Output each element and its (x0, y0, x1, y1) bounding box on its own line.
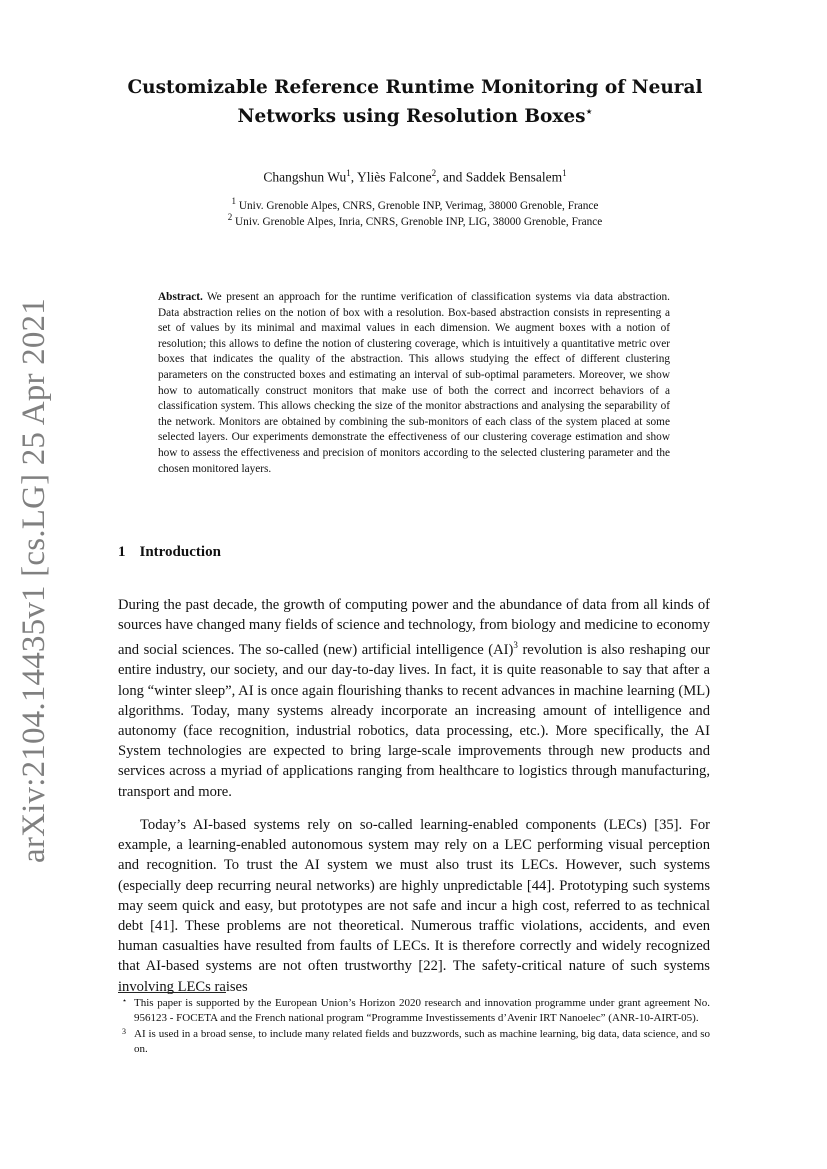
footnote-mark: ⋆ (122, 996, 128, 1005)
arxiv-side-stamp (10, 250, 58, 910)
footnote-text: AI is used in a broad sense, to include many related fields and buzzwords, such as machine learning, big data, data science, and so on. (134, 1028, 710, 1055)
author-list (120, 168, 710, 186)
body-paragraph (118, 815, 710, 997)
paper-title-text: Customizable Reference Runtime Monitoring of Neural Networks using Resolution Boxes (127, 77, 703, 128)
footnote-text: This paper is supported by the European Union’s Horizon 2020 research and innovation programme under grant agreement No. 956123 - FOCETA and the French national program “Programme Investissements d’Avenir IRT Nanoelec” (ANR-10-AIRT-05). (134, 997, 710, 1024)
footnotes (118, 996, 710, 1058)
footnote (118, 1027, 710, 1056)
author-name: Changshun Wu (263, 169, 347, 185)
footnote-rule (118, 992, 226, 993)
paragraph-text: During the past decade, the growth of computing power and the abundance of data from all kinds of sources have changed many fields of science and technology, from biology and medicine to economy and social sciences. The so-called (new) artificial intelligence (AI) (118, 597, 710, 659)
affiliation-text: Univ. Grenoble Alpes, CNRS, Grenoble INP, Verimag, 38000 Grenoble, France (238, 199, 599, 212)
title-footnote-mark: ⋆ (585, 105, 593, 118)
affiliation-mark: 1 (231, 196, 237, 206)
author-name: Yliès Falcone (357, 169, 432, 185)
abstract-text: We present an approach for the runtime verification of classification systems via data abstraction. Data abstraction relies on the notion of box with a resolution. Box-based abstraction consists in representing a set of values by its minimal and maximal values in each dimension. We augment boxes with a notion of resolution; this allows to define the notion of clustering coverage, which is intuitively a quantitative metric over boxes that indicates the quality of the abstraction. This allows studying the effect of different clustering parameters on the constructed boxes and estimating an interval of sub-optimal parameters. Moreover, we show how to automatically construct monitors that make use of both the correct and incorrect behaviors of a classification system. This allows checking the size of the monitor abstractions and analysing the separability of the network. Monitors are obtained by combining the sub-monitors of each class of the system placed at some selected layers. Our experiments demonstrate the effectiveness of our clustering coverage estimation and show how to assess the effectiveness and precision of monitors according to the selected clustering parameter and the chosen monitored layers. (158, 291, 670, 475)
affiliation (120, 212, 710, 228)
paragraph-text: revolution is also reshaping our entire industry, our society, and our day-to-day lives. In fact, it is quite reasonable to say that after a long “winter sleep”, AI is once again flourishing thanks to recent advances in machine learning (ML) algorithms. Today, many systems already incorporate an increasing amount of intelligence and autonomy (face recognition, industrial robotics, data processing, etc.). More specifically, the AI System technologies are expected to bring large-scale improvements through new products and services across a myriad of applications ranging from healthcare to logistics through manufacturing, transport and more. (118, 642, 710, 800)
arxiv-identifier: arXiv:2104.14435v1 [cs.LG] 25 Apr 2021 (15, 297, 52, 863)
paragraph-text: Today’s AI-based systems rely on so-called learning-enabled components (LECs) [35]. For example, a learning-enabled autonomous system may rely on a LEC performing visual perception and recognition. To trust the AI system we must also trust its LECs. However, such systems (especially deep recurring neural networks) are highly unpredictable [44]. Prototyping such systems may seem quick and easy, but prototypes are not safe and incur a high cost, referred to as technical debt [41]. These problems are not theoretical. Numerous traffic violations, accidents, and even human casualties have resulted from faults of LECs. It is therefore correctly and widely recognized that AI-based systems are not often trustworthy [22]. The safety-critical nature of such systems involving LECs raises (118, 817, 710, 995)
abstract (158, 290, 670, 477)
author-separator: , and (436, 169, 466, 185)
affiliation-text: Univ. Grenoble Alpes, Inria, CNRS, Grenoble INP, LIG, 38000 Grenoble, France (235, 215, 603, 228)
paper-title (120, 76, 710, 129)
author-affil-mark: 2 (431, 168, 437, 178)
footnote (118, 996, 710, 1025)
footnote-mark: 3 (122, 1027, 126, 1037)
author-name: Saddek Bensalem (465, 169, 563, 185)
body-paragraph (118, 595, 710, 802)
section-title: Introduction (139, 544, 221, 560)
author-affil-mark: 1 (562, 168, 567, 178)
author-separator: , (350, 169, 357, 185)
footnote-ref: 3 (513, 640, 518, 651)
section-number: 1 (118, 544, 126, 560)
affiliation-mark: 2 (227, 212, 233, 222)
author-affil-mark: 1 (346, 168, 351, 178)
affiliation (120, 196, 710, 212)
abstract-label: Abstract. (158, 291, 203, 303)
section-heading (118, 544, 221, 561)
